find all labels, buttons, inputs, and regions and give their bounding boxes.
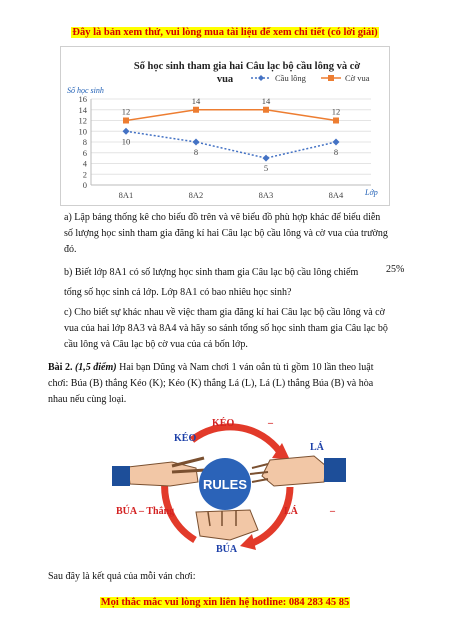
arrow-arc-top [192, 427, 280, 452]
y-tick-label: 16 [78, 94, 87, 104]
exercise-2-line2: chơi: Búa (B) thắng Kéo (K); Kéo (K) thắng Lá (L), Lá (L) thắng Búa (B) và hòa [48, 378, 374, 389]
part-b-line: b) Biết lớp 8A1 có số lượng học sinh tham gia Câu lạc bộ cầu lông chiếm [64, 267, 359, 278]
rules-illustration [100, 412, 350, 562]
y-tick-label: 0 [82, 180, 87, 190]
question-part-c [64, 305, 396, 353]
y-axis-label: Số học sinh [67, 86, 104, 95]
la-label-right: LÁ [310, 442, 324, 453]
part-a-line: a) Lập bảng thống kê cho biểu đồ trên và vẽ biểu đồ phù hợp khác để biểu diễn [64, 212, 381, 223]
data-point [333, 118, 339, 124]
rules-text: RULES [202, 477, 248, 492]
exercise-intro: Hai bạn Dũng và Nam chơi 1 ván oẳn tù tì gồm 10 lần theo luật [116, 362, 374, 373]
question-part-b [64, 265, 396, 301]
data-label: 14 [191, 95, 201, 106]
y-tick-label: 6 [82, 147, 87, 158]
legend-label: Cầu lông [275, 73, 306, 83]
series-line [126, 131, 339, 158]
chart-title-line1: Số học sinh tham gia hai Câu lạc bộ cầu lông và cờ [133, 61, 361, 72]
rock-hand-icon [196, 510, 258, 540]
legend-marker [328, 75, 334, 81]
arrow-head-right [240, 534, 256, 550]
chart-legend [251, 73, 370, 83]
data-label: 8 [193, 147, 199, 157]
y-tick-label: 8 [82, 137, 87, 147]
results-intro-text: Sau đây là kết quả của mỗi ván chơi: [48, 571, 196, 582]
exercise-points: (1,5 điểm) [74, 362, 117, 373]
dash-top: – [268, 418, 273, 429]
y-tick-label: 12 [78, 115, 87, 126]
bua-label-bottom: BÚA [216, 544, 238, 555]
chart-marks [122, 96, 341, 173]
la-label-bottom: LÁ [284, 506, 298, 517]
part-a-line: số lượng học sinh tham gia đăng kí hai Câu lạc bộ cầu lông và cờ vua của trường [64, 228, 388, 239]
y-tick-label: 4 [82, 158, 87, 169]
data-point [263, 107, 269, 113]
paper-hand-icon [250, 456, 346, 486]
data-label: 14 [261, 95, 271, 106]
part-b-line: tổng số học sinh cả lớp. Lớp 8A1 có bao nhiêu học sinh? [64, 287, 292, 298]
data-label: 5 [263, 163, 269, 174]
y-tick-label: 10 [78, 126, 87, 137]
bua-label-left: BÚA – Thắng [116, 506, 175, 517]
legend-label: Cờ vua [345, 73, 370, 83]
y-tick-label: 14 [78, 104, 87, 115]
percentage-value: 25% [386, 264, 405, 275]
keo-label-top: KÉO [212, 418, 235, 429]
data-label: 12 [121, 106, 131, 117]
data-label: 8 [333, 147, 339, 157]
data-label: 12 [331, 106, 341, 117]
exercise-2-line3: nhau nếu cùng loại. [48, 394, 127, 405]
x-tick-label: 8A1 [118, 190, 134, 200]
y-tick-label: 2 [82, 169, 87, 180]
preview-notice-text: Đây là bản xem thử, vui lòng mua tài liệu để xem chi tiết (có lời giải) [72, 27, 378, 38]
line-chart-svg [61, 47, 391, 207]
chart-title-line2: vua [216, 74, 234, 85]
part-c-line: c) Cho biết sự khác nhau về việc tham gia đăng kí hai Câu lạc bộ cầu lông và cờ [64, 307, 385, 318]
part-a-line: đó. [64, 244, 77, 255]
data-point [263, 155, 270, 162]
x-axis-label: Lớp [365, 188, 378, 197]
series-line [126, 110, 336, 121]
line-chart [60, 46, 390, 206]
x-tick-label: 8A2 [188, 190, 204, 200]
data-label: 10 [121, 136, 131, 147]
x-tick-label: 8A3 [258, 190, 274, 200]
data-point [193, 139, 200, 146]
keo-label-left: KÉO [174, 433, 197, 444]
dash-bottom: – [330, 506, 335, 517]
data-point [333, 139, 340, 146]
data-point [123, 128, 130, 135]
hotline-text: Mọi thắc mắc vui lòng xin liên hệ hotline: 084 283 45 85 [100, 597, 350, 608]
results-intro [48, 569, 404, 585]
exercise-2-line1 [48, 360, 404, 376]
legend-marker [258, 75, 264, 81]
question-part-a [64, 210, 396, 258]
data-point [193, 107, 199, 113]
scissors-hand-icon [112, 458, 206, 486]
rules-graphic [100, 412, 350, 562]
data-point [123, 118, 129, 124]
part-c-line: vua của hai lớp 8A3 và 8A4 và hãy so sánh tổng số học sinh tham gia Câu lạc bộ [64, 323, 388, 334]
exercise-2 [48, 360, 404, 408]
hotline-banner [0, 597, 450, 608]
preview-notice-banner [0, 27, 450, 38]
exercise-label: Bài 2. [48, 362, 73, 373]
x-tick-label: 8A4 [328, 190, 344, 200]
part-c-line: cầu lông và Câu lạc bộ cờ vua của cả bốn lớp. [64, 339, 248, 350]
